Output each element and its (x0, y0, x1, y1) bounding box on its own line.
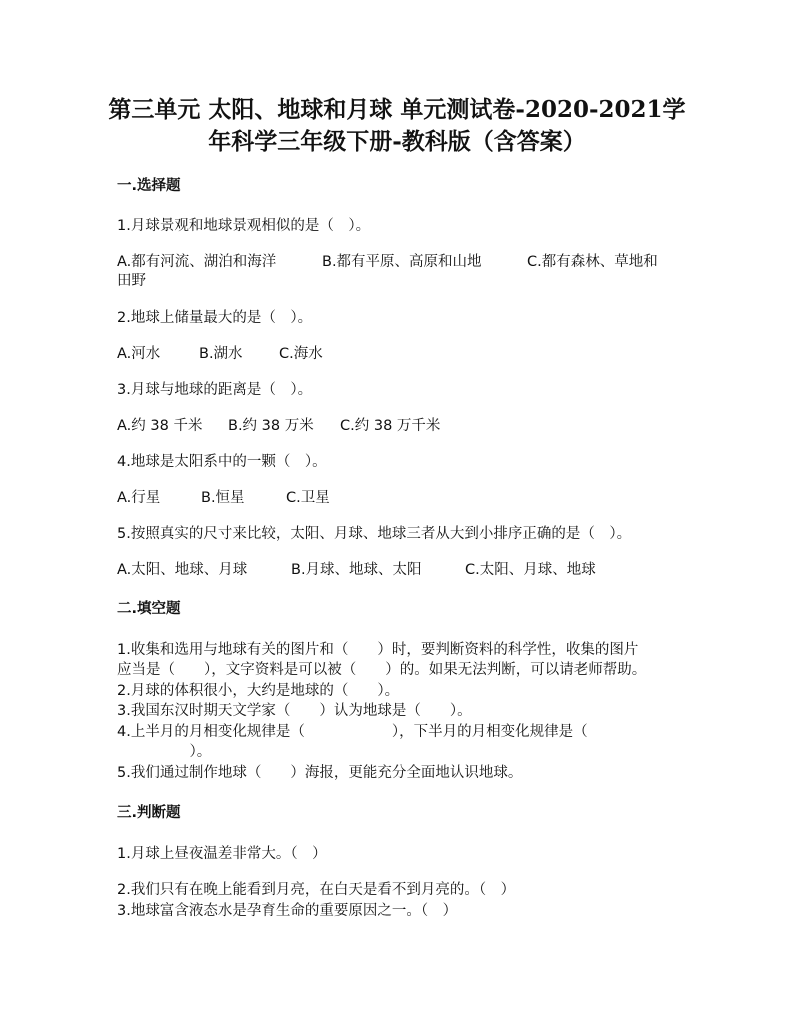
question-3-option-c: C.约 38 万千米 (340, 418, 441, 434)
judge-question-1: 1.月球上昼夜温差非常大。（ ） (117, 846, 327, 862)
document-title-line-1: 第三单元 太阳、地球和月球 单元测试卷-2020-2021学 (108, 96, 686, 123)
question-3-option-b: B.约 38 万米 (228, 418, 314, 434)
document-title-line-2: 年科学三年级下册-教科版（含答案） (208, 128, 586, 155)
fill-question-5: 5.我们通过制作地球（ ）海报，更能充分全面地认识地球。 (117, 765, 523, 781)
question-2-option-c: C.海水 (279, 346, 323, 362)
question-1-text: 1.月球景观和地球景观相似的是（ ）。 (117, 218, 371, 234)
fill-question-2: 2.月球的体积很小，大约是地球的（ ）。 (117, 683, 400, 699)
question-1-option-c-continued: 田野 (117, 273, 146, 289)
question-2-option-a: A.河水 (117, 346, 161, 362)
question-1-option-c: C.都有森林、草地和 (527, 254, 658, 270)
section-heading-multiple-choice: 一.选择题 (117, 178, 181, 194)
question-5-text: 5.按照真实的尺寸来比较，太阳、月球、地球三者从大到小排序正确的是（ ）。 (117, 526, 632, 542)
fill-question-3: 3.我国东汉时期天文学家（ ）认为地球是（ ）。 (117, 703, 472, 719)
question-2-option-b: B.湖水 (199, 346, 243, 362)
question-4-option-a: A.行星 (117, 490, 161, 506)
question-1-option-a: A.都有河流、湖泊和海洋 (117, 254, 277, 270)
question-1-option-b: B.都有平原、高原和山地 (322, 254, 482, 270)
question-5-option-c: C.太阳、月球、地球 (465, 562, 596, 578)
section-heading-true-false: 三.判断题 (117, 805, 181, 821)
fill-question-4-line-1: 4.上半月的月相变化规律是（ ），下半月的月相变化规律是（ (117, 724, 588, 740)
section-heading-fill-in-blank: 二.填空题 (117, 601, 181, 617)
question-4-option-b: B.恒星 (201, 490, 245, 506)
question-3-option-a: A.约 38 千米 (117, 418, 203, 434)
question-5-option-b: B.月球、地球、太阳 (291, 562, 422, 578)
question-4-option-c: C.卫星 (286, 490, 330, 506)
judge-question-3: 3.地球富含液态水是孕育生命的重要原因之一。（ ） (117, 903, 458, 919)
question-4-text: 4.地球是太阳系中的一颗（ ）。 (117, 454, 327, 470)
fill-question-4-line-2: ）。 (117, 744, 212, 760)
fill-question-1-line-1: 1.收集和选用与地球有关的图片和（ ）时，要判断资料的科学性，收集的图片 (117, 642, 639, 658)
question-2-text: 2.地球上储量最大的是（ ）。 (117, 310, 313, 326)
judge-question-2: 2.我们只有在晚上能看到月亮，在白天是看不到月亮的。（ ） (117, 882, 516, 898)
question-3-text: 3.月球与地球的距离是（ ）。 (117, 382, 313, 398)
fill-question-1-line-2: 应当是（ ），文字资料是可以被（ ）的。如果无法判断，可以请老师帮助。 (117, 662, 647, 678)
question-5-option-a: A.太阳、地球、月球 (117, 562, 248, 578)
